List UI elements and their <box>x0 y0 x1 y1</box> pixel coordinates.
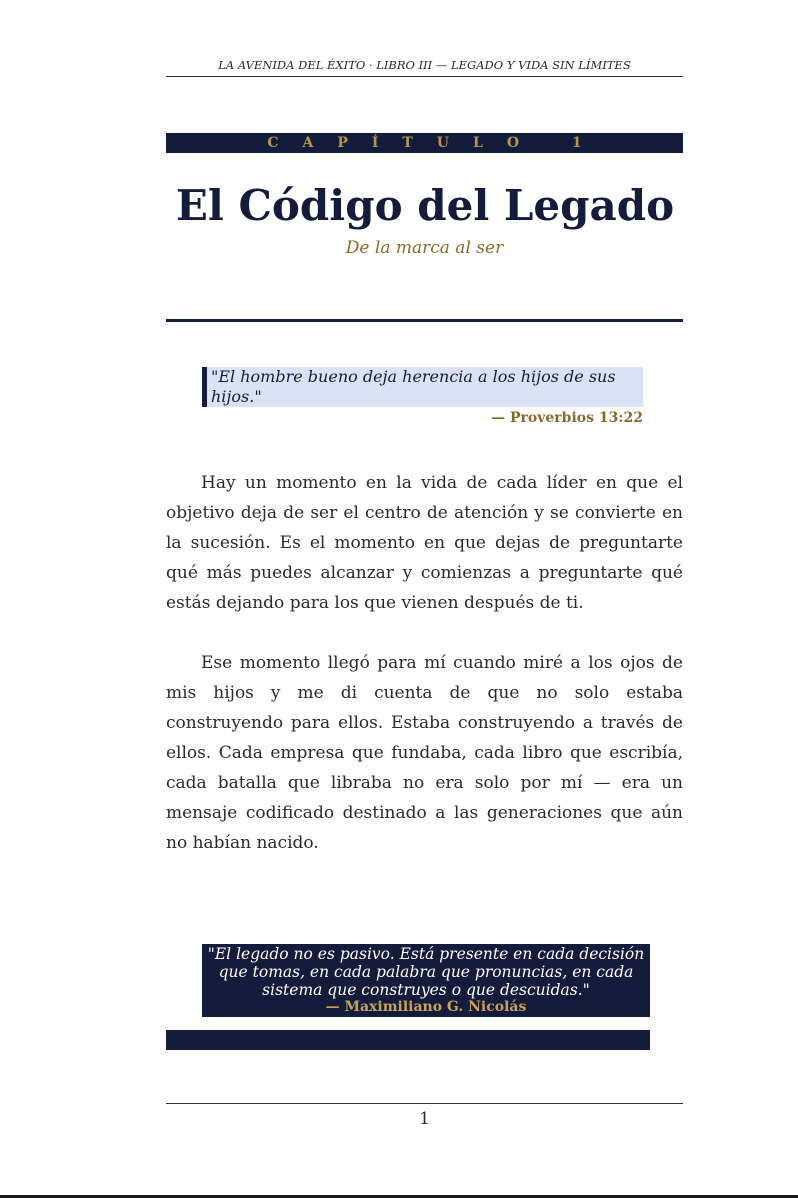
epigraph <box>202 367 643 426</box>
running-header: LA AVENIDA DEL ÉXITO · LIBRO III — LEGADO Y VIDA SIN LÍMITES <box>166 58 683 77</box>
pullquote <box>202 944 650 1017</box>
pullquote-text: "El legado no es pasivo. Está presente en cada decisión que tomas, en cada palabra que pronuncias, en cada sistema que construyes o que descuidas." <box>207 945 645 999</box>
body-paragraph: Hay un momento en la vida de cada líder en que el objetivo deja de ser el centro de atención y se convierte en la sucesión. Es el momento en que dejas de preguntarte qué más puedes alcanzar y comienzas a preguntarte qué estás dejando para los que vienen después de ti. <box>166 473 683 613</box>
title-divider <box>166 319 683 322</box>
body-paragraph: Ese momento llegó para mí cuando miré a los ojos de mis hijos y me di cuenta de que no solo estaba construyendo para ellos. Estaba construyendo a través de ellos. Cada empresa que fundaba, cada libro que escribía, cada batalla que libraba no era solo por mí — era un mensaje codificado destinado a las generaciones que aún no habían nacido. <box>166 653 683 853</box>
chapter-subtitle: De la marca al ser <box>345 238 504 258</box>
chapter-label-bar <box>166 133 683 153</box>
pullquote-attribution: — Maximiliano G. Nicolás <box>325 999 527 1015</box>
chapter-label: CAPÍTULO 1 <box>267 135 606 151</box>
page-number: 1 <box>419 1109 430 1129</box>
chapter-body <box>166 468 683 888</box>
chapter-title: El Código del Legado <box>175 181 675 230</box>
epigraph-quote: "El hombre bueno deja herencia a los hijos de sus hijos." <box>202 367 643 407</box>
epigraph-attribution: — Proverbios 13:22 <box>491 410 643 426</box>
footer-divider <box>166 1103 683 1104</box>
pullquote-shadow-block <box>166 1030 650 1050</box>
